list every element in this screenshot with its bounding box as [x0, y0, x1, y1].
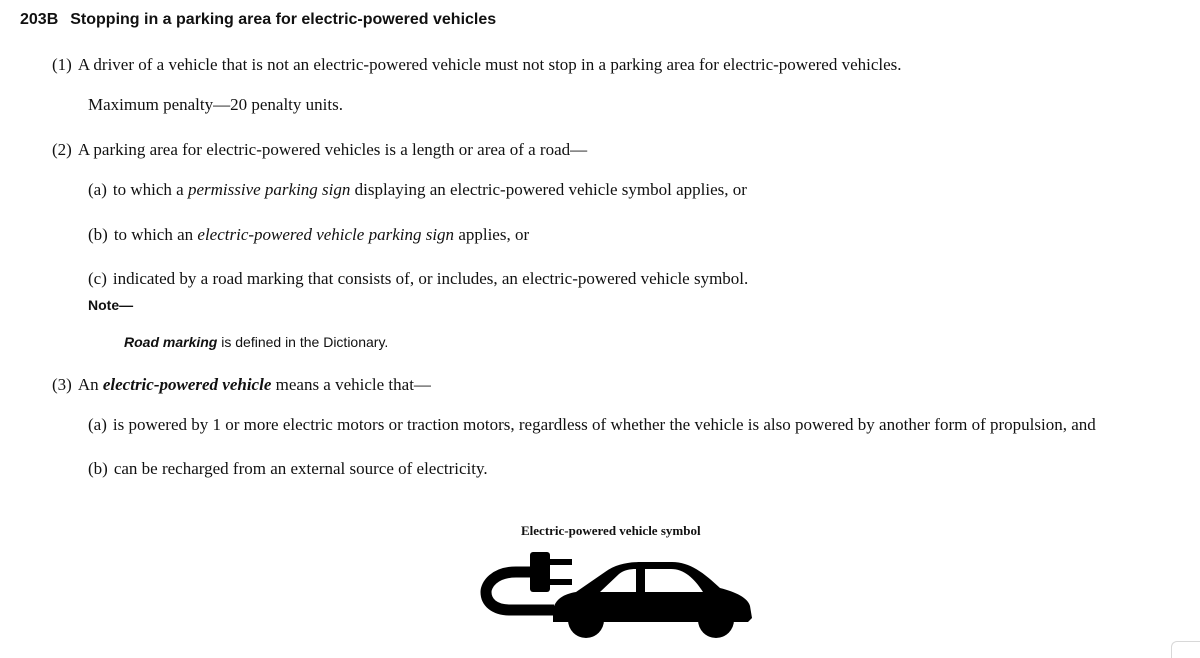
note-label: Note—: [88, 297, 134, 313]
subsection-marker: (2): [52, 140, 72, 159]
note-body: is defined in the Dictionary.: [217, 334, 389, 350]
subsection-marker: (1): [52, 55, 72, 74]
note-text: [124, 334, 388, 350]
paragraph-3b: [88, 459, 488, 479]
subsection-text: A driver of a vehicle that is not an electric-powered vehicle must not stop in a parking area for electric-powered vehicles.: [77, 55, 902, 74]
section-number: 203B: [20, 11, 59, 28]
paragraph-text: to which an: [113, 225, 198, 244]
paragraph-2a: [88, 180, 747, 200]
subsection-marker: (3): [52, 375, 72, 394]
subsection-3: [52, 375, 431, 395]
paragraph-3a: [88, 415, 1096, 435]
defined-term: electric-powered vehicle: [102, 375, 272, 394]
symbol-caption: Electric-powered vehicle symbol: [521, 523, 701, 538]
paragraph-2b: [88, 225, 529, 245]
paragraph-text: to which a: [112, 180, 188, 199]
paragraph-text: can be recharged from an external source of electricity.: [113, 459, 488, 478]
paragraph-text: indicated by a road marking that consists of, or includes, an electric-powered vehicle symbol.: [112, 269, 749, 288]
paragraph-text: applies, or: [454, 225, 530, 244]
paragraph-text: is powered by 1 or more electric motors or traction motors, regardless of whether the vehicle is also powered by another form of propulsion, and: [112, 415, 1096, 434]
paragraph-marker: (b): [88, 459, 108, 478]
paragraph-marker: (a): [88, 415, 107, 434]
section-heading: [20, 11, 496, 29]
subsection-text: An: [77, 375, 103, 394]
subsection-2: [52, 140, 587, 160]
paragraph-marker: (c): [88, 269, 107, 288]
maximum-penalty: Maximum penalty—20 penalty units.: [88, 95, 343, 114]
paragraph-text: displaying an electric-powered vehicle symbol applies, or: [350, 180, 747, 199]
paragraph-marker: (a): [88, 180, 107, 199]
note-term: Road marking: [124, 334, 218, 350]
paragraph-2c: [88, 269, 748, 289]
defined-term: permissive parking sign: [187, 180, 351, 199]
subsection-1: [52, 55, 902, 75]
corner-scroll-tab: [1171, 641, 1200, 658]
electric-car-plug-icon: [476, 540, 766, 645]
subsection-text: means a vehicle that—: [271, 375, 431, 394]
paragraph-marker: (b): [88, 225, 108, 244]
subsection-text: A parking area for electric-powered vehicles is a length or area of a road—: [77, 140, 588, 159]
defined-term: electric-powered vehicle parking sign: [197, 225, 455, 244]
section-title: Stopping in a parking area for electric-powered vehicles: [70, 11, 497, 28]
